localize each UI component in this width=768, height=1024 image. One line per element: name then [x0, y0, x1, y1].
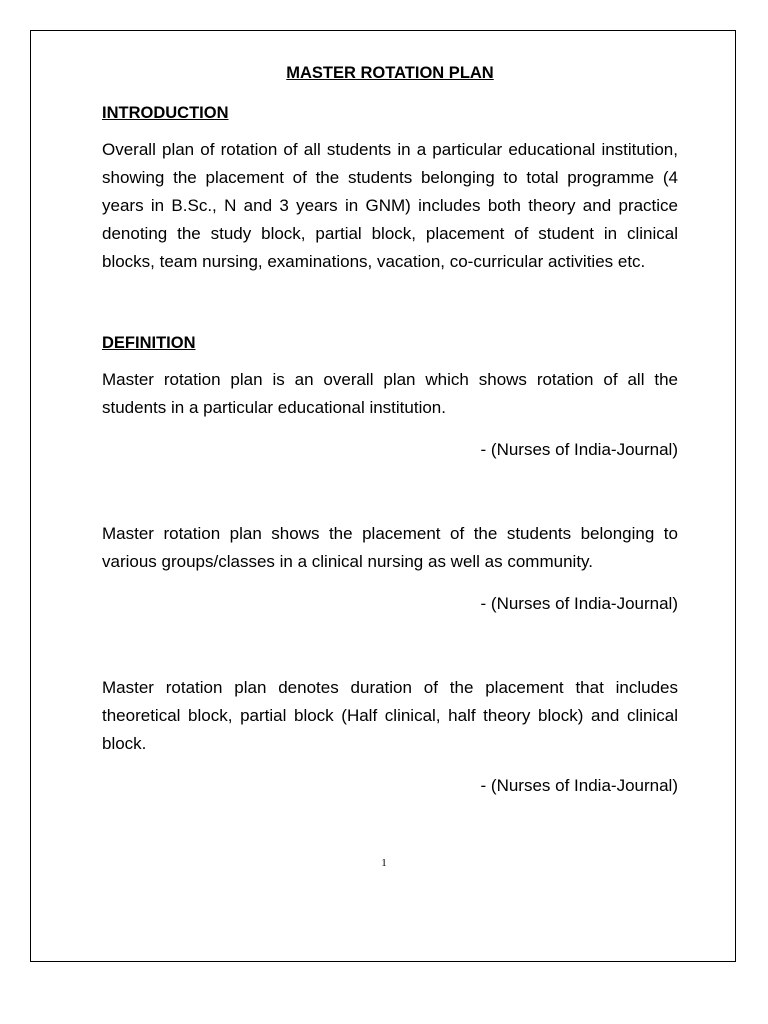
definition-citation: - (Nurses of India-Journal) — [480, 440, 678, 459]
definition-item — [102, 674, 678, 800]
page-number: 1 — [381, 857, 387, 869]
definition-text: Master rotation plan denotes duration of the placement that includes theoretical block, partial block (Half clinical, half theory block) and clinical block. — [102, 678, 678, 753]
definition-item — [102, 520, 678, 618]
definition-text: Master rotation plan shows the placement of the students belonging to various groups/classes in a clinical nursing as well as community. — [102, 524, 678, 571]
definition-item — [102, 366, 678, 464]
definition-text: Master rotation plan is an overall plan which shows rotation of all the students in a particular educational institution. — [102, 370, 678, 417]
definition-heading: DEFINITION — [102, 334, 196, 352]
introduction-heading: INTRODUCTION — [102, 104, 229, 122]
definition-citation: - (Nurses of India-Journal) — [480, 594, 678, 613]
document-content — [102, 60, 678, 800]
document-title: MASTER ROTATION PLAN — [286, 64, 494, 82]
introduction-paragraph: Overall plan of rotation of all students in a particular educational institution, showing the placement of the students belonging to total programme (4 years in B.Sc., N and 3 years in GNM) includes both theory and practice denoting the study block, partial block, placement of student in clinical blocks, team nursing, examinations, vacation, co-curricular activities etc. — [102, 140, 678, 271]
definition-citation: - (Nurses of India-Journal) — [480, 776, 678, 795]
